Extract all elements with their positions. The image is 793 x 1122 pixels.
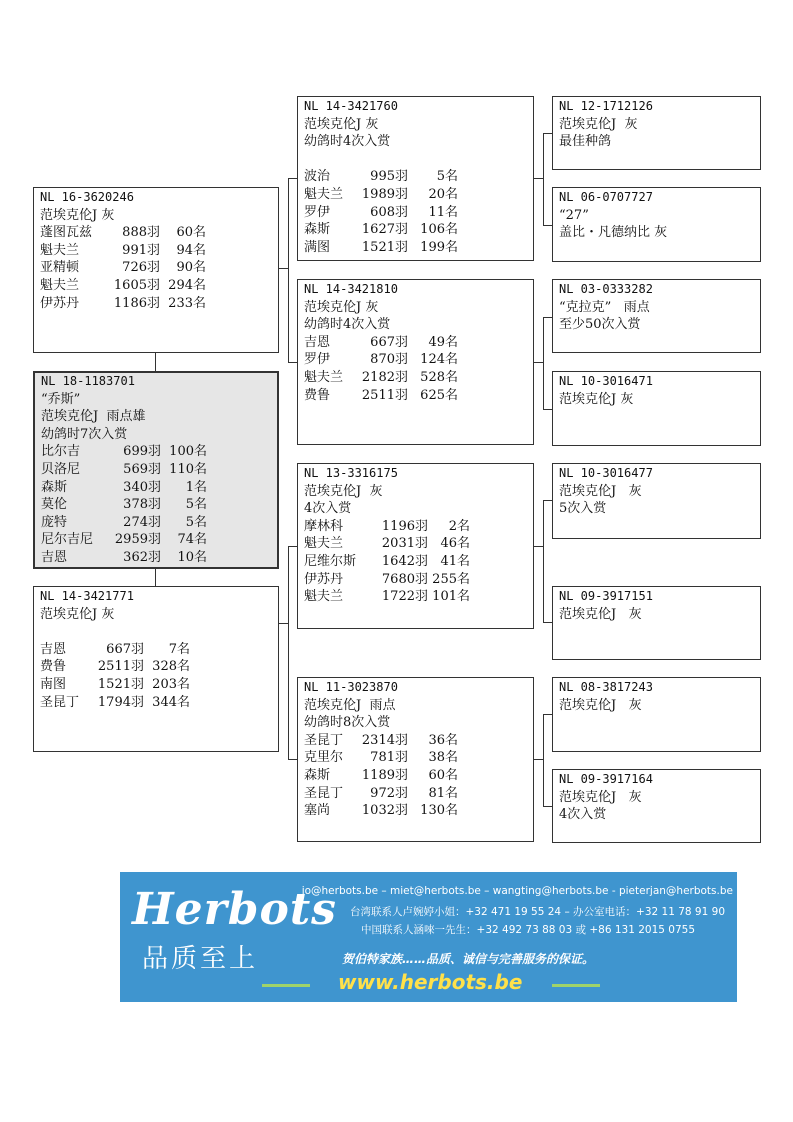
ancestor-note: 4次入赏 — [559, 807, 607, 823]
results-list — [304, 732, 527, 820]
bird-count: 2182羽 — [361, 369, 408, 385]
bird-count: 781羽 — [370, 750, 408, 766]
race-location: 圣昆丁 — [40, 694, 80, 710]
placing: 5名 — [185, 497, 207, 513]
ring-number: NL 06-0707727 — [559, 190, 653, 204]
placing: 49名 — [428, 334, 458, 350]
bird-count: 870羽 — [370, 352, 408, 368]
bird-count: 667羽 — [370, 334, 408, 350]
race-location: 罗伊 — [304, 352, 331, 368]
bird-count: 340羽 — [123, 479, 161, 495]
placing: 7名 — [168, 641, 190, 657]
race-location: 魁夫兰 — [304, 536, 344, 552]
race-result-row — [304, 785, 527, 803]
sire-card — [33, 187, 279, 353]
bird-count: 1605羽 — [113, 277, 160, 293]
race-location: 满图 — [304, 239, 331, 255]
bird-count: 2959羽 — [114, 532, 161, 548]
race-result-row — [40, 676, 272, 694]
ring-number: NL 14-3421771 — [40, 589, 134, 603]
bird-count: 1794羽 — [97, 694, 144, 710]
bird-count: 2031羽 — [381, 536, 428, 552]
bird-count: 1627羽 — [361, 222, 408, 238]
race-result-row — [40, 224, 272, 242]
race-result-row — [41, 549, 271, 567]
placing: 528名 — [420, 369, 458, 385]
bird-count: 1521羽 — [361, 239, 408, 255]
race-location: 南图 — [40, 676, 67, 692]
placing: 10名 — [177, 549, 207, 565]
placing: 5名 — [185, 514, 207, 530]
race-result-row — [41, 531, 271, 549]
race-result-row — [304, 168, 527, 186]
race-result-row — [41, 514, 271, 532]
race-location: 森斯 — [304, 222, 331, 238]
placing: 81名 — [428, 785, 458, 801]
connector-line — [543, 500, 544, 622]
bird-count: 667羽 — [106, 641, 144, 657]
bloodline: 范埃克伦J 灰 — [559, 606, 642, 622]
website-link[interactable]: www.herbots.be — [338, 970, 523, 994]
placing: 2名 — [448, 518, 470, 534]
achievement-note: 幼鸽时7次入赏 — [41, 426, 128, 442]
race-location: 森斯 — [304, 767, 331, 783]
bloodline: 范埃克伦J 灰 — [304, 483, 383, 499]
ancestor-card — [552, 371, 761, 446]
placing: 20名 — [428, 186, 458, 202]
race-location: 贝洛尼 — [41, 461, 81, 477]
ancestor-note: 最佳种鸽 — [559, 134, 612, 150]
placing: 60名 — [176, 225, 206, 241]
race-result-row — [304, 588, 527, 606]
race-location: 塞尚 — [304, 803, 331, 819]
race-location: 摩林科 — [304, 518, 344, 534]
bird-count: 7680羽 — [381, 571, 428, 587]
pigeon-name: “克拉克” 雨点 — [559, 299, 650, 315]
ring-number: NL 09-3917164 — [559, 772, 653, 786]
bird-count: 972羽 — [370, 785, 408, 801]
race-location: 亚精顿 — [40, 260, 80, 276]
connector-line — [278, 623, 288, 624]
bird-count: 699羽 — [123, 444, 161, 460]
race-result-row — [304, 553, 527, 571]
race-result-row — [41, 443, 271, 461]
ancestor-card — [552, 96, 761, 170]
bird-count: 2511羽 — [361, 387, 408, 403]
race-result-row — [304, 387, 527, 405]
contact-emails: jo@herbots.be – miet@herbots.be – wangting@herbots.be - pieterjan@herbots.be — [301, 885, 733, 897]
race-location: 魁夫兰 — [304, 369, 344, 385]
race-result-row — [304, 518, 527, 536]
placing: 106名 — [420, 222, 458, 238]
decor-line-left — [262, 984, 310, 987]
race-result-row — [304, 334, 527, 352]
race-location: 魁夫兰 — [40, 277, 80, 293]
bloodline: 范埃克伦J 灰 — [559, 391, 634, 407]
sire-dam-card — [297, 279, 534, 445]
bird-count: 608羽 — [370, 204, 408, 220]
ring-number: NL 16-3620246 — [40, 190, 134, 204]
achievement-note: 幼鸽时4次入赏 — [304, 134, 391, 150]
ring-number: NL 18-1183701 — [41, 374, 135, 388]
bloodline: 范埃克伦J 灰 — [304, 299, 379, 315]
ring-number: NL 14-3421760 — [304, 99, 398, 113]
placing: 101名 — [432, 589, 470, 605]
race-location: 尼维尔斯 — [304, 553, 357, 569]
race-result-row — [304, 767, 527, 785]
placing: 38名 — [428, 750, 458, 766]
placing: 328名 — [152, 659, 190, 675]
banner-tagline: 贺伯特家族……品质、诚信与完善服务的保证。 — [342, 952, 595, 966]
bird-count: 726羽 — [122, 260, 160, 276]
ring-number: NL 11-3023870 — [304, 680, 398, 694]
taiwan-contact: 台湾联系人卢婉婷小姐：+32 471 19 55 24 – 办公室电话：+32 11 78 91 90 — [349, 906, 725, 918]
bird-count: 378羽 — [123, 497, 161, 513]
ring-number: NL 03-0333282 — [559, 282, 653, 296]
dam-card — [33, 586, 279, 752]
race-result-row — [304, 802, 527, 820]
race-result-row — [304, 732, 527, 750]
ancestor-card — [552, 677, 761, 752]
ring-number: NL 13-3316175 — [304, 466, 398, 480]
connector-line — [533, 178, 543, 179]
placing: 199名 — [420, 239, 458, 255]
connector-line — [533, 759, 543, 760]
placing: 5名 — [436, 169, 458, 185]
placing: 294名 — [168, 277, 206, 293]
bloodline: 范埃克伦J 灰 — [559, 697, 642, 713]
ancestor-card — [552, 769, 761, 843]
placing: 46名 — [440, 536, 470, 552]
ring-number: NL 10-3016477 — [559, 466, 653, 480]
race-location: 魁夫兰 — [304, 186, 344, 202]
pigeon-name: “乔斯” — [41, 391, 81, 407]
placing: 41名 — [440, 553, 470, 569]
race-result-row — [304, 221, 527, 239]
bloodline: 范埃克伦J 灰 — [304, 116, 379, 132]
placing: 203名 — [152, 676, 190, 692]
race-location: 吉恩 — [41, 549, 68, 565]
race-result-row — [304, 204, 527, 222]
race-result-row — [304, 749, 527, 767]
results-list — [40, 641, 272, 711]
race-result-row — [304, 186, 527, 204]
race-result-row — [41, 496, 271, 514]
race-location: 森斯 — [41, 479, 68, 495]
herbots-banner — [120, 872, 737, 1002]
connector-line — [533, 362, 543, 363]
bird-count: 274羽 — [123, 514, 161, 530]
placing: 11名 — [428, 204, 458, 220]
race-location: 波治 — [304, 169, 331, 185]
race-result-row — [304, 535, 527, 553]
race-result-row — [41, 479, 271, 497]
race-location: 罗伊 — [304, 204, 331, 220]
bird-count: 1989羽 — [361, 186, 408, 202]
race-result-row — [40, 641, 272, 659]
connector-line — [543, 133, 544, 225]
race-result-row — [304, 571, 527, 589]
placing: 100名 — [169, 444, 207, 460]
ancestor-note — [559, 408, 754, 426]
decor-line-right — [552, 984, 600, 987]
ancestor-card — [552, 586, 761, 660]
ancestor-note — [559, 714, 754, 732]
race-location: 费鲁 — [304, 387, 331, 403]
bloodline: 范埃克伦J 雨点 — [304, 697, 396, 713]
race-location: 莫伦 — [41, 497, 68, 513]
pigeon-name: “27” — [559, 207, 589, 223]
race-location: 克里尔 — [304, 750, 344, 766]
connector-line — [543, 317, 544, 409]
placing: 124名 — [420, 352, 458, 368]
main-bird-card — [33, 371, 279, 569]
bird-count: 362羽 — [123, 549, 161, 565]
race-location: 蓬图瓦兹 — [40, 225, 93, 241]
race-result-row — [40, 277, 272, 295]
placing: 60名 — [428, 767, 458, 783]
race-location: 费鲁 — [40, 659, 67, 675]
placing: 90名 — [176, 260, 206, 276]
placing: 625名 — [420, 387, 458, 403]
race-location: 庞特 — [41, 514, 68, 530]
bloodline: 盖比・凡德纳比 灰 — [559, 225, 668, 241]
bloodline: 范埃克伦J 灰 — [559, 483, 642, 499]
ancestor-note: 5次入赏 — [559, 501, 607, 517]
connector-line — [278, 268, 288, 269]
connector-line — [533, 546, 543, 547]
bird-count: 1521羽 — [97, 676, 144, 692]
ancestor-note: 至少50次入赏 — [559, 317, 641, 333]
ring-number: NL 14-3421810 — [304, 282, 398, 296]
race-result-row — [40, 242, 272, 260]
race-result-row — [40, 658, 272, 676]
bird-count: 1642羽 — [381, 553, 428, 569]
bird-count: 1186羽 — [113, 295, 160, 311]
ring-number: NL 08-3817243 — [559, 680, 653, 694]
sire-sire-card — [297, 96, 534, 261]
bloodline: 范埃克伦J 雨点雄 — [41, 409, 146, 425]
results-list — [304, 518, 527, 606]
results-list — [41, 443, 271, 566]
ancestor-note — [559, 623, 754, 641]
placing: 130名 — [420, 803, 458, 819]
bird-count: 2511羽 — [97, 659, 144, 675]
placing: 1名 — [185, 479, 207, 495]
bloodline: 范埃克伦J 灰 — [40, 207, 115, 223]
bloodline: 范埃克伦J 灰 — [40, 606, 115, 622]
achievement-note: 幼鸽时8次入赏 — [304, 715, 391, 731]
china-contact: 中国联系人涵唻一先生：+32 492 73 88 03 或 +86 131 2015 0755 — [361, 924, 695, 936]
dam-sire-card — [297, 463, 534, 629]
bloodline: 范埃克伦J 灰 — [559, 116, 638, 132]
ring-number: NL 12-1712126 — [559, 99, 653, 113]
bird-count: 2314羽 — [361, 732, 408, 748]
race-location: 伊苏丹 — [304, 571, 344, 587]
bird-count: 1189羽 — [361, 767, 408, 783]
race-location: 比尔吉 — [41, 444, 81, 460]
placing: 255名 — [432, 571, 470, 587]
ancestor-card — [552, 463, 761, 539]
race-location: 尼尔吉尼 — [41, 532, 94, 548]
race-result-row — [40, 259, 272, 277]
race-location: 圣昆丁 — [304, 785, 344, 801]
ring-number: NL 09-3917151 — [559, 589, 653, 603]
race-result-row — [304, 351, 527, 369]
connector-line — [288, 178, 289, 362]
connector-line — [155, 568, 156, 586]
race-location: 圣昆丁 — [304, 732, 344, 748]
race-result-row — [40, 694, 272, 712]
bloodline: 范埃克伦J 灰 — [559, 789, 642, 805]
achievement-note: 幼鸽时4次入赏 — [304, 317, 391, 333]
race-location: 魁夫兰 — [40, 242, 80, 258]
bird-count: 1032羽 — [361, 803, 408, 819]
bird-count: 1722羽 — [381, 589, 428, 605]
ancestor-card — [552, 279, 761, 353]
race-location: 伊苏丹 — [40, 295, 80, 311]
placing: 74名 — [177, 532, 207, 548]
placing: 344名 — [152, 694, 190, 710]
results-list — [304, 334, 527, 404]
placing: 233名 — [168, 295, 206, 311]
placing: 110名 — [169, 461, 207, 477]
bird-count: 1196羽 — [381, 518, 428, 534]
race-location: 魁夫兰 — [304, 589, 344, 605]
dam-dam-card — [297, 677, 534, 842]
connector-line — [155, 352, 156, 371]
race-location: 吉恩 — [40, 641, 67, 657]
bird-count: 991羽 — [122, 242, 160, 258]
results-list — [304, 168, 527, 256]
race-result-row — [304, 239, 527, 257]
bird-count: 995羽 — [370, 169, 408, 185]
placing: 94名 — [176, 242, 206, 258]
banner-slogan: 品质至上 — [142, 944, 259, 974]
bird-count: 888羽 — [122, 225, 160, 241]
ancestor-card — [552, 187, 761, 262]
connector-line — [543, 714, 544, 806]
results-list — [40, 224, 272, 312]
race-result-row — [40, 295, 272, 313]
bird-count: 569羽 — [123, 461, 161, 477]
placing: 36名 — [428, 732, 458, 748]
race-result-row — [304, 369, 527, 387]
herbots-logo: Herbots — [132, 884, 337, 935]
race-result-row — [41, 461, 271, 479]
ring-number: NL 10-3016471 — [559, 374, 653, 388]
race-location: 吉恩 — [304, 334, 331, 350]
connector-line — [288, 546, 289, 759]
achievement-note: 4次入赏 — [304, 501, 352, 517]
